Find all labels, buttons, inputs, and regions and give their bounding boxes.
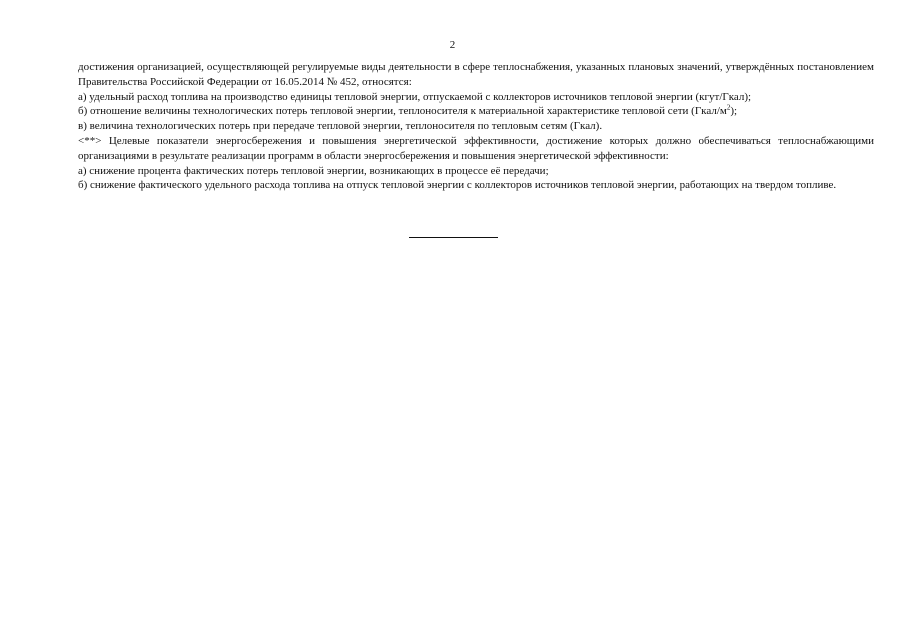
paragraph-intro: достижения организацией, осуществляющей регулируемые виды деятельности в сфере теплоснабжения, указанных плановых значений, утверждённых постановлением Правительства Российской Федерации от 16.05.2014 № 452, относятся: [78,61,874,88]
separator-line [409,237,498,238]
footnote-item-a: а) снижение процента фактических потерь тепловой энергии, возникающих в процессе её передачи; [78,164,549,177]
superscript-two: 2 [726,103,731,112]
list-item-b-text: б) отношение величины технологических потерь тепловой энергии, теплоносителя к материальной характеристике тепловой сети (Гкал/м [78,105,727,118]
document-body [78,60,874,193]
list-item-b [78,104,874,119]
page-number: 2 [449,39,456,51]
footnote-item-b: б) снижение фактического удельного расхода топлива на отпуск тепловой энергии с коллекторов источников тепловой энергии, работающих на твердом топливе. [78,179,837,192]
list-item-c: в) величина технологических потерь при передаче тепловой энергии, теплоносителя по тепловым сетям (Гкал). [78,120,603,133]
list-item-b-end: ); [730,105,738,118]
footnote-intro: <**> Целевые показатели энергосбережения и повышения энергетической эффективности, достижение которых должно обеспечиваться теплоснабжающими организациями в результате реализации программ в области энергосбережения и повышения энергетической эффективности: [78,134,874,162]
list-item-a: а) удельный расход топлива на производство единицы тепловой энергии, отпускаемой с коллекторов источников тепловой энергии (кгут/Гкал); [78,90,752,103]
